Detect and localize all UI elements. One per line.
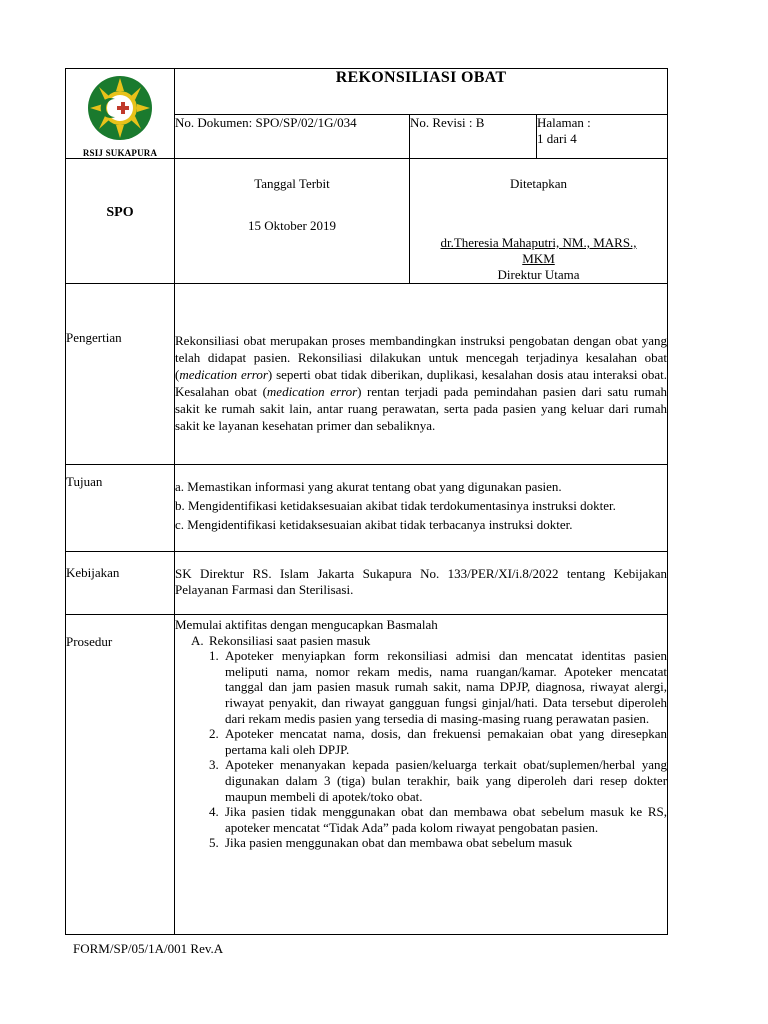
prosedur-steps — [175, 648, 667, 851]
step-item — [209, 804, 667, 835]
revision-number: No. Revisi : B — [410, 114, 537, 158]
pengertian-term-1: medication error — [179, 367, 268, 382]
pengertian-part-2: ) seperti obat tidak diberikan, duplikasi, kesalahan dosis atau interaksi obat. Kesalahan obat ( — [175, 367, 668, 399]
form-footer: FORM/SP/05/1A/001 Rev.A — [73, 941, 224, 956]
spo-type-cell — [66, 159, 175, 284]
prosedur-label: Prosedur — [66, 634, 113, 649]
tujuan-label-cell — [66, 465, 175, 552]
kebijakan-text: SK Direktur RS. Islam Jakarta Sukapura No. 133/PER/XI/i.8/2022 tentang Kebijakan Pelayanan Farmasi dan Sterilisasi. — [175, 566, 668, 597]
page-value: 1 dari 4 — [537, 130, 577, 146]
signer-degree: MKM — [522, 251, 555, 266]
prosedur-label-cell — [66, 615, 175, 935]
page-label: Halaman : — [537, 114, 591, 130]
issue-cell — [175, 159, 410, 284]
step-number: 4. — [209, 804, 219, 820]
step-text: Jika pasien menggunakan obat dan membawa obat sebelum masuk — [225, 835, 573, 851]
step-number: 1. — [209, 648, 219, 664]
hospital-emblem-icon — [84, 75, 156, 143]
step-text: Apoteker mencatat nama, dosis, dan frekuensi pemakaian obat yang diresepkan pertama kali oleh DPJP. — [225, 726, 668, 757]
pengertian-term-2: medication error — [266, 384, 358, 399]
document-title: REKONSILIASI OBAT — [175, 69, 668, 115]
kebijakan-content — [175, 552, 668, 615]
page-info — [537, 114, 668, 158]
hospital-name: RSIJ SUKAPURA — [82, 148, 158, 158]
spo-label: SPO — [106, 205, 134, 220]
step-number: 5. — [209, 835, 219, 851]
prosedur-content — [175, 615, 668, 935]
pengertian-part-3: ) rentan terjadi pada pemindahan pasien dari satu rumah sakit ke rumah sakit lain, antar ruang perawatan, serta pada pasien yang keluar dari rumah sakit ke layanan kesehatan primer dan sebaliknya. — [175, 384, 668, 433]
signer-role: Direktur Utama — [497, 267, 580, 282]
issue-date: 15 Oktober 2019 — [247, 218, 337, 233]
kebijakan-label-cell — [66, 552, 175, 615]
issue-label: Tanggal Terbit — [254, 176, 330, 191]
step-item — [209, 648, 667, 726]
tujuan-item: b. Mengidentifikasi ketidaksesuaian akibat tidak terdokumentasinya instruksi dokter. — [175, 498, 616, 513]
prosedur-intro: Memulai aktifitas dengan mengucapkan Basmalah — [175, 617, 438, 632]
step-text: Apoteker menyiapkan form rekonsiliasi admisi dan mencatat identitas pasien meliputi nama, nomor rekam medis, nama ruangan/kamar. Apoteker mencatat tanggal dan jam pasien masuk rumah sakit, nama DPJP, diagnosa, riwayat alergi, riwayat penyakit, dan riwayat gangguan fungsi ginjal/hati. Data tersebut diperoleh dari rekam medis pasien yang tersedia di masing-masing ruang perawatan pasien. — [225, 648, 668, 726]
tujuan-content — [175, 465, 668, 552]
signer-name: dr.Theresia Mahaputri, NM., MARS., — [440, 235, 637, 250]
pengertian-label: Pengertian — [66, 330, 122, 345]
tujuan-item: a. Memastikan informasi yang akurat tentang obat yang digunakan pasien. — [175, 479, 562, 494]
spo-table — [65, 68, 668, 935]
pengertian-label-cell — [66, 284, 175, 465]
section-letter: A. — [191, 632, 204, 648]
section-title: Rekonsiliasi saat pasien masuk — [209, 632, 371, 648]
tujuan-label: Tujuan — [66, 474, 103, 489]
prosedur-section — [175, 633, 667, 649]
step-item — [209, 757, 667, 804]
step-number: 2. — [209, 726, 219, 742]
step-text: Jika pasien tidak menggunakan obat dan membawa obat sebelum masuk ke RS, apoteker mencatat “Tidak Ada” pada kolom riwayat pengobatan pasien. — [225, 804, 668, 835]
step-text: Apoteker menanyakan kepada pasien/keluarga terkait obat/suplemen/herbal yang digunakan dalam 3 (tiga) bulan terakhir, baik yang diperoleh dari resep dokter maupun membeli di apotek/toko obat. — [225, 757, 668, 804]
step-item — [209, 726, 667, 757]
set-label: Ditetapkan — [509, 176, 568, 191]
step-number: 3. — [209, 757, 219, 773]
approval-cell — [410, 159, 668, 284]
tujuan-item: c. Mengidentifikasi ketidaksesuaian akibat tidak terbacanya instruksi dokter. — [175, 517, 573, 532]
step-item — [209, 835, 667, 851]
logo-cell — [66, 69, 175, 159]
pengertian-content — [175, 284, 668, 465]
pengertian-text — [175, 284, 667, 434]
kebijakan-label: Kebijakan — [66, 565, 120, 580]
spo-document — [65, 68, 667, 935]
pengertian-part-1: Rekonsiliasi obat merupakan proses membandingkan instruksi pengobatan dengan obat yang telah didapat pasien. Rekonsiliasi dilakukan untuk mencegah terjadinya kesalahan obat ( — [175, 333, 668, 382]
doc-number: No. Dokumen: SPO/SP/02/1G/034 — [175, 114, 410, 158]
